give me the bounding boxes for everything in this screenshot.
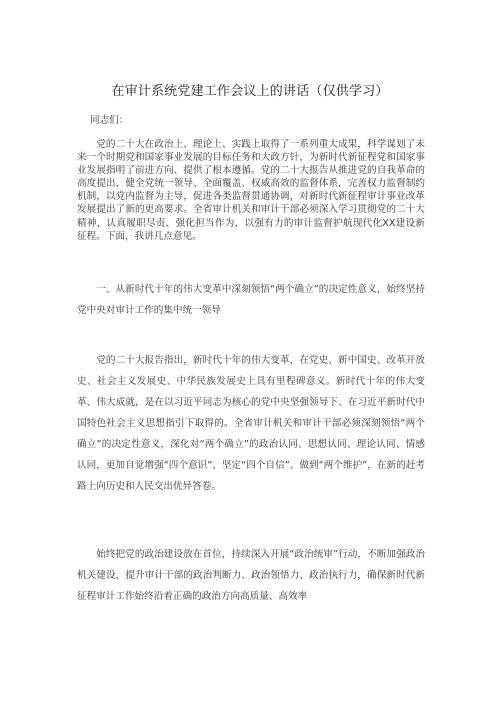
section-heading-one: 一、从新时代十年的伟大变革中深刻领悟“两个确立”的决定性意义，始终坚持党中央对审计工作的集中统一领导: [77, 284, 425, 316]
document-title: 在审计系统党建工作会议上的讲话（仅供学习）: [111, 84, 389, 99]
paragraph-body: 党的二十大报告指出，新时代十年的伟大变革，在党史、新中国史、改革开放史、社会主义发展史、中华民族发展史上具有里程碑意义。新时代十年的伟大变革、伟大成就，是在以习近平同志为核心的党中央坚强领导下、在习近平新时代中国特色社会主义思想指引下取得的。全省审计机关和审计干部必须深刻领悟“两个确立”的决定性意义，深化对“两个确立”的政治认同、思想认同、理论认同、情感认同，更加自觉增强“四个意识”、坚定“四个自信”、做到“两个维护”，在新的赶考路上向历史和人民交出优异答卷。: [77, 355, 425, 492]
paragraph-body: 始终把党的政治建设放在首位，持续深入开展“政治统审”行动，不断加强政治机关建设，提升审计干部的政治判断力、政治领悟力、政治执行力，确保新时代新征程审计工作始终沿着正确的政治方向高质量、高效率: [77, 549, 425, 602]
paragraph-intro: 党的二十大在政治上、理论上、实践上取得了一系列重大成果，科学谋划了未来一个时期党和国家事业发展的目标任务和大政方针，为新时代新征程党和国家事业发展指明了前进方向、提供了根本遵循。党的二十大报告从推进党的自我革命的高度提出，健全党统一领导、全面覆盖、权威高效的监督体系，完善权力监督制约机制，以党内监督为主导，促进各类监督贯通协调，对新时代新征程审计事业改革发展提出了新的更高要求。全省审计机关和审计干部必须深入学习贯彻党的二十大精神，认真履职尽责、强化担当作为，以强有力的审计监督护航现代化XX建设新征程。下面，我讲几点意见。: [77, 139, 425, 242]
salutation: 同志们：: [90, 115, 129, 126]
